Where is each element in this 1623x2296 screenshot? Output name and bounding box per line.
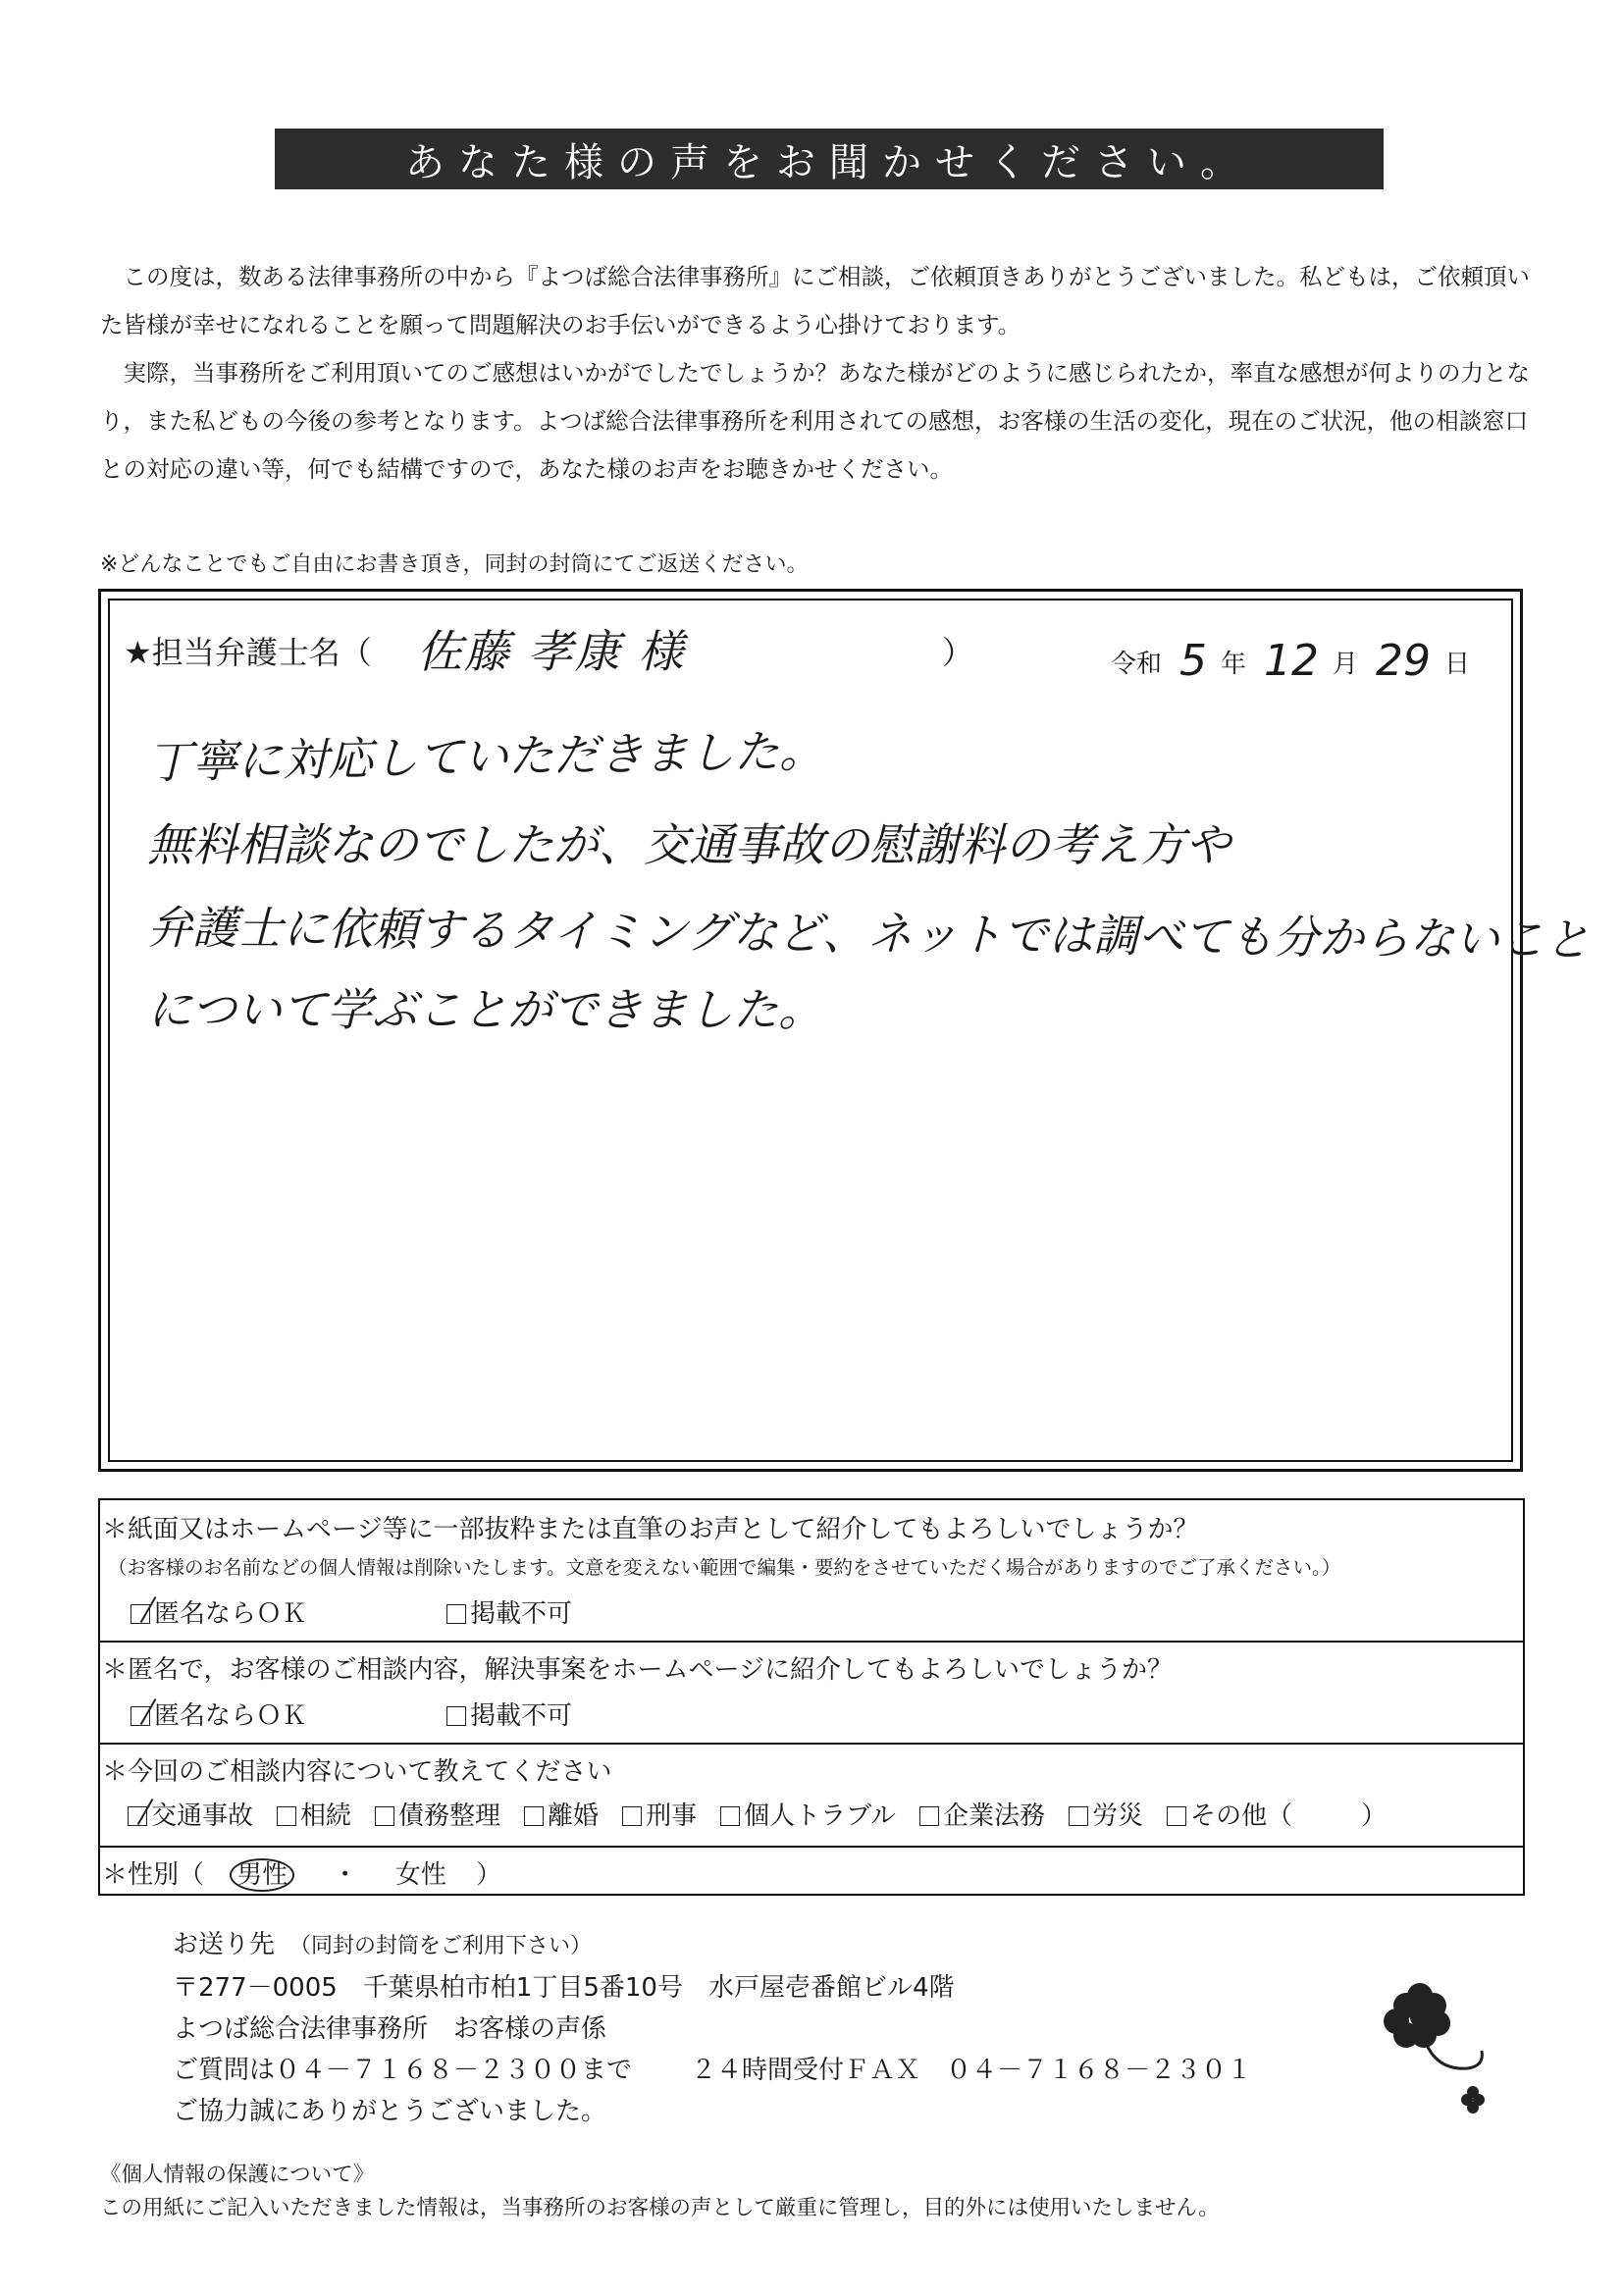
privacy-text: この用紙にご記入いただきました情報は，当事務所のお客様の声として厳重に管理し，目的外には使用いたしません。 [100,2196,1220,2220]
checkbox-checked[interactable] [128,1806,147,1826]
clover-logo-icon [1369,1972,1526,2123]
category-debt[interactable]: 債務整理 [375,1796,500,1832]
q1-option-no-publish[interactable] [446,1593,572,1630]
date-year-unit: 年 [1221,650,1247,679]
checkbox[interactable] [277,1806,296,1826]
date-month-unit: 月 [1333,650,1359,679]
question-publish-consent: ＊紙面又はホームページ等に一部抜粋または直筆のお声として紹介してもよろしいでしょうか？ [102,1515,1199,1544]
option-label: 掲載不可 [470,1599,573,1629]
category-corporate[interactable]: 企業法務 [919,1796,1045,1832]
fax-number: ２４時間受付ＦＡＸ ０４－７１６８－２３０１ [691,2056,1253,2085]
contact-row [173,2050,1252,2091]
comment-line: 無料相談なのでしたが、交通事故の慰謝料の考え方や [147,818,1230,871]
mailing-address: 〒277－0005 千葉県柏市柏1丁目5番10号 水戸屋壱番館ビル4階 [173,1973,955,2003]
lawyer-name-handwritten: 佐藤 孝康 様 [417,625,686,678]
question-gender [102,1854,501,1892]
question-publish-consent-note: （お客様のお名前などの個人情報は削除いたします。文意を変えない範囲で編集・要約をさせていただく場合がありますのでご了承ください。） [108,1556,1341,1579]
checkbox[interactable] [1069,1806,1088,1826]
checkbox[interactable] [446,1604,466,1624]
mailing-heading: お送り先 [173,1930,276,1959]
checkbox[interactable] [622,1806,642,1826]
consultation-category-options [128,1796,1387,1832]
mailing-heading-note: （同封の封筒をご利用下さい） [300,1934,593,1958]
table-divider [100,1846,1523,1848]
option-label: 匿名ならＯＫ [154,1599,308,1629]
intro-paragraph-1: この度は，数ある法律事務所の中から『よつば総合法律事務所』にご相談，ご依頼頂きありがとうございました。私どもは，ご依頼頂いた皆様が幸せになれることを願って問題解決のお手伝いができるよう心掛けております。 [100,263,1530,339]
lawyer-label: ★担当弁護士名（ [124,634,372,671]
date-year: 5 [1179,636,1208,686]
category-criminal[interactable]: 刑事 [622,1796,697,1832]
checkbox-checked[interactable] [131,1604,150,1624]
mailing-recipient: よつば総合法律事務所 お客様の声係 [173,2014,607,2044]
phone-number: ご質問は０４－７１６８－２３００まで [173,2056,633,2085]
category-divorce[interactable]: 離婚 [524,1796,599,1832]
checkbox[interactable] [1167,1806,1186,1826]
gender-label: ＊性別（ [102,1860,205,1890]
page-title: あなた様の声をお聞かせください。 [275,129,1384,189]
mailing-info [173,1924,1252,2132]
table-divider [100,1743,1523,1745]
q2-option-anonymous[interactable] [131,1696,307,1732]
checkbox[interactable] [919,1806,939,1826]
intro-text [100,253,1533,494]
option-label: 匿名ならＯＫ [154,1701,308,1731]
date-field [1111,633,1471,686]
checkbox[interactable] [446,1706,466,1726]
comment-line: 丁寧に対応していただきました。 [146,723,825,789]
date-era: 令和 [1111,650,1163,679]
date-month: 12 [1264,636,1320,686]
privacy-heading: 《個人情報の保護について》 [100,2163,375,2187]
thanks-text: ご協力誠にありがとうございました。 [173,2097,607,2126]
comment-line: 弁護士に依頼するタイミングなど、ネットでは調べても分からないこと [146,901,1591,966]
mailing-heading-row [173,1924,1252,1967]
checkbox[interactable] [524,1806,544,1826]
question-consultation-type: ＊今回のご相談内容について教えてください [102,1757,612,1787]
gender-male-circled[interactable]: 男性 [230,1858,294,1892]
lawyer-paren-close: ） [942,634,974,671]
gender-separator: ・ [332,1860,358,1890]
table-divider [100,1641,1523,1643]
category-workplace-accident[interactable]: 労災 [1069,1796,1143,1832]
question-case-publish: ＊匿名で，お客様のご相談内容，解決事案をホームページに紹介してもよろしいでしょうか？ [102,1655,1173,1685]
gender-paren-close: ） [476,1860,502,1890]
option-label: 掲載不可 [470,1701,573,1731]
date-day: 29 [1376,636,1432,686]
checkbox[interactable] [720,1806,740,1826]
gender-female[interactable]: 女性 [394,1860,446,1890]
handwritten-comment [147,721,1590,1051]
checkbox[interactable] [375,1806,394,1826]
category-traffic-accident[interactable]: 交通事故 [128,1796,253,1832]
checkbox-checked[interactable] [131,1706,150,1726]
comment-line: について学ぶことができました。 [147,983,824,1036]
category-personal-trouble[interactable]: 個人トラブル [720,1796,896,1832]
category-inheritance[interactable]: 相続 [277,1796,351,1832]
q1-option-anonymous[interactable] [131,1593,307,1630]
instruction-note: ※どんなことでもご自由にお書き頂き，同封の封筒にてご返送ください。 [100,552,809,577]
date-day-unit: 日 [1444,650,1471,679]
privacy-notice [100,2159,1220,2225]
category-other[interactable]: その他（ ） [1167,1796,1387,1832]
q2-option-no-publish[interactable] [446,1696,572,1732]
intro-paragraph-2: 実際，当事務所をご利用頂いてのご感想はいかがでしたでしょうか？あなた様がどのように感じられたか，率直な感想が何よりの力となり，また私どもの今後の参考となります。よつば総合法律事務所を利用されての感想，お客様の生活の変化，現在のご状況，他の相談窓口との対応の違い等，何でも結構ですので，あなた様のお声をお聴きかせください。 [100,359,1530,483]
